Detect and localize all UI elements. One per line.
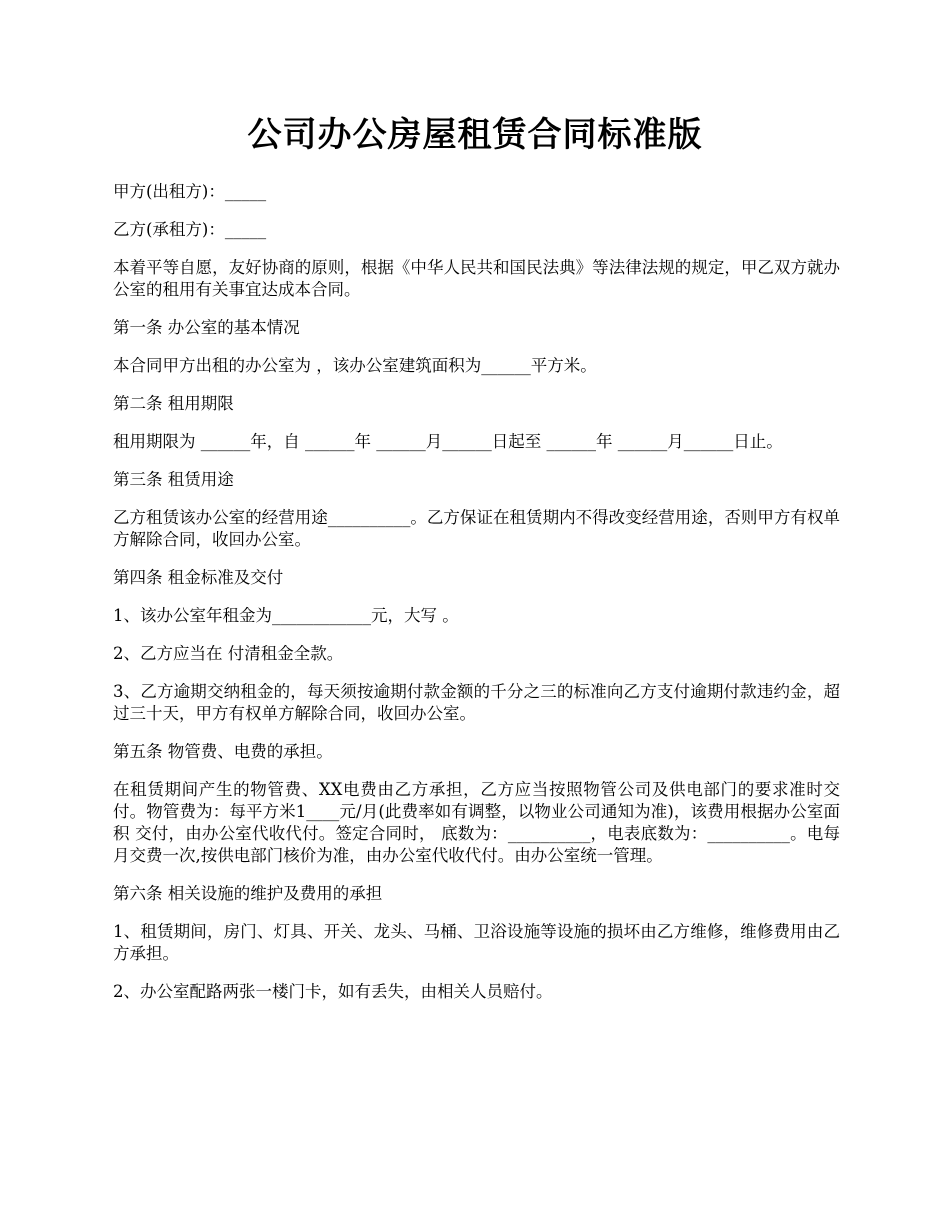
party-b-line: 乙方(承租方)：_____ (113, 220, 267, 239)
article-3-heading: 第三条 租赁用途 (113, 470, 234, 489)
article-2-paragraph: 租用期限为 ______年，自 ______年 ______月______日起至 ______年 ______月______日止。 (113, 432, 783, 451)
article-6-clause-1: 1、租赁期间，房门、灯具、开关、龙头、马桶、卫浴设施等设施的损坏由乙方维修，维修费用由乙方承担。 (113, 922, 840, 963)
article-6-heading: 第六条 相关设施的维护及费用的承担 (113, 884, 383, 903)
document-body (113, 181, 840, 1019)
article-4-heading: 第四条 租金标准及交付 (113, 568, 284, 587)
article-1-paragraph: 本合同甲方出租的办公室为 ，该办公室建筑面积为______平方米。 (113, 356, 597, 375)
article-2-heading: 第二条 租用期限 (113, 394, 234, 413)
article-1-heading: 第一条 办公室的基本情况 (113, 318, 300, 337)
article-4-clause-2: 2、乙方应当在 付清租金全款。 (113, 644, 344, 663)
document-title: 公司办公房屋租赁合同标准版 (247, 115, 703, 155)
article-6-clause-2: 2、办公室配路两张一楼门卡，如有丢失，由相关人员赔付。 (113, 982, 553, 1001)
article-4-clause-1: 1、该办公室年租金为____________元，大写 。 (113, 606, 459, 625)
article-5-paragraph: 在租赁期间产生的物管费、XX电费由乙方承担，乙方应当按照物管公司及供电部门的要求准时交付。物管费为：每平方米1____元/月(此费率如有调整，以物业公司通知为准)，该费用根据办公室面积 交付，由办公室代收代付。签定合同时， 底数为：__________，电表底数为：__________。电每月交费一次,按供电部门核价为准，由办公室代收代付。由办公室统一管理。 (113, 780, 840, 865)
article-5-heading: 第五条 物管费、电费的承担。 (113, 742, 333, 761)
party-a-line: 甲方(出租方)：_____ (113, 182, 267, 201)
preamble-paragraph: 本着平等自愿，友好协商的原则，根据《中华人民共和国民法典》等法律法规的规定，甲乙双方就办公室的租用有关事宜达成本合同。 (113, 258, 840, 299)
article-4-clause-3: 3、乙方逾期交纳租金的，每天须按逾期付款金额的千分之三的标准向乙方支付逾期付款违约金，超过三十天，甲方有权单方解除合同，收回办公室。 (113, 682, 840, 723)
article-3-paragraph: 乙方租赁该办公室的经营用途__________。乙方保证在租赁期内不得改变经营用途，否则甲方有权单方解除合同，收回办公室。 (113, 508, 840, 549)
